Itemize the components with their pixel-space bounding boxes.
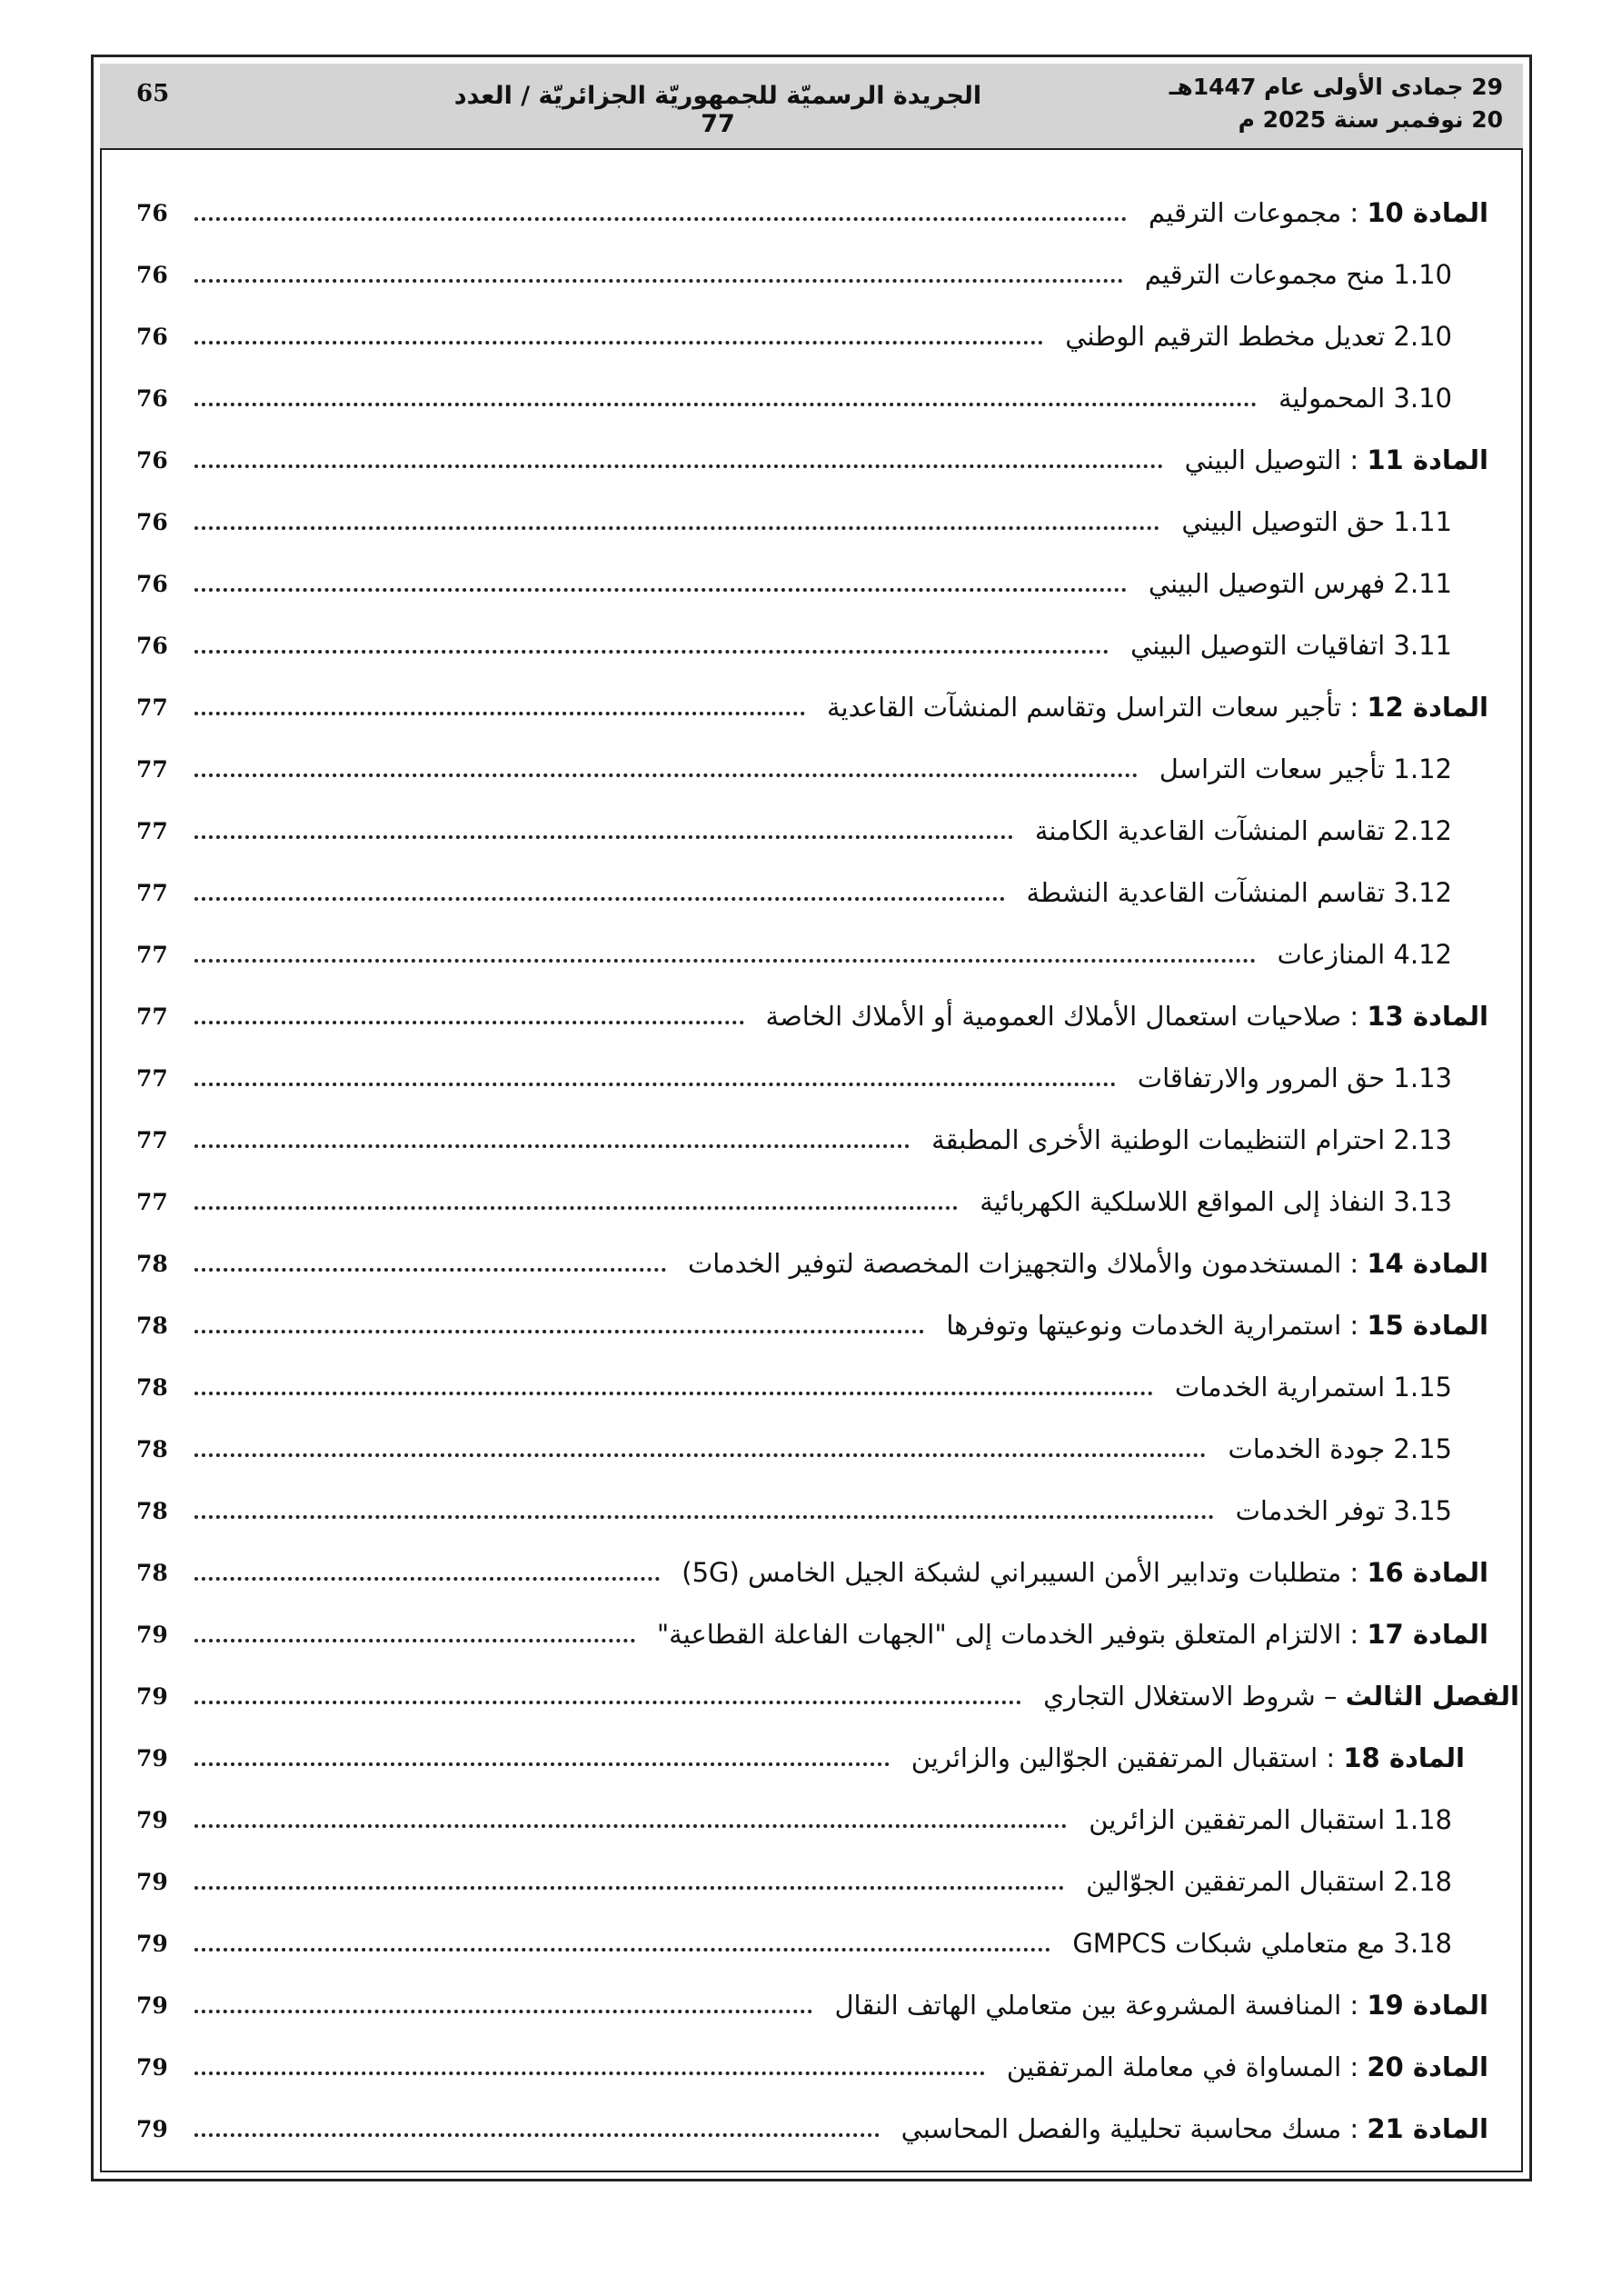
toc-entry-page: 76: [136, 261, 168, 288]
toc-entry-label: المادة 20: [1367, 2051, 1488, 2082]
toc-chapter-label: الفصل الثالث: [1345, 1681, 1519, 1712]
dot-leader: [194, 650, 1109, 654]
dot-leader: [194, 2010, 812, 2013]
dot-leader: [194, 341, 1043, 344]
toc-entry-label: المادة 16: [1367, 1557, 1488, 1588]
dot-leader: [194, 1392, 1153, 1395]
toc-entry-title: [894, 2113, 1488, 2144]
dot-leader: [194, 835, 1013, 839]
toc-entry-label: المادة 14: [1367, 1248, 1488, 1279]
toc-entry-text: : تأجير سعات التراسل وتقاسم المنشآت القاعدية: [826, 692, 1359, 723]
toc-entry: [136, 1603, 1492, 1665]
toc-entry-title: [1028, 815, 1452, 846]
toc-entry-page: 77: [136, 1003, 168, 1030]
dot-leader: [194, 2133, 880, 2137]
toc-entry-page: 79: [136, 1806, 168, 1833]
toc-entry-page: 79: [136, 2053, 168, 2081]
toc-entry-title: [1178, 444, 1488, 475]
toc-entry: [136, 491, 1492, 553]
toc-entry-page: 76: [136, 632, 168, 659]
toc-entry-text: 3.15 توفر الخدمات: [1235, 1495, 1452, 1526]
toc-entry-page: 76: [136, 323, 168, 350]
toc-entry-title: [972, 1186, 1452, 1217]
toc-entry: [136, 182, 1492, 244]
toc-entry-text: : التوصيل البيني: [1184, 444, 1359, 475]
toc-entry-page: 77: [136, 817, 168, 844]
dot-leader: [194, 1886, 1064, 1890]
toc-entry-text: 2.11 فهرس التوصيل البيني: [1148, 568, 1452, 599]
toc-entry-title: [1168, 1372, 1452, 1403]
dot-leader: [194, 1948, 1050, 1952]
toc-chapter-entry: [136, 1665, 1519, 1727]
toc-entry-title: [827, 1990, 1488, 2021]
toc-entry: [136, 1789, 1492, 1851]
toc-entry-page: 77: [136, 1188, 168, 1215]
toc-entry: [136, 985, 1492, 1047]
toc-entry-page: 77: [136, 941, 168, 968]
toc-entry-title: [650, 1619, 1488, 1650]
toc-entry-page: 77: [136, 1126, 168, 1153]
toc-entry: [136, 1047, 1492, 1109]
toc-entry: [136, 2098, 1492, 2160]
dot-leader: [194, 1762, 890, 1766]
toc-entry-page: 78: [136, 1373, 168, 1401]
toc-entry-page: 79: [136, 1992, 168, 2019]
toc-entry-title: [1141, 197, 1488, 228]
dot-leader: [194, 464, 1163, 468]
toc-entry-text: 3.12 تقاسم المنشآت القاعدية النشطة: [1026, 877, 1452, 908]
toc-entry: [136, 1727, 1492, 1789]
toc-entry: [136, 1974, 1492, 2036]
toc-entry-text: : متطلبات وتدابير الأمن السيبراني لشبكة الجيل الخامس (5G): [682, 1557, 1359, 1588]
toc-entry: [136, 1294, 1492, 1356]
toc-entry-title: [1000, 2051, 1488, 2082]
toc-entry-text: 3.11 اتفاقيات التوصيل البيني: [1130, 630, 1452, 661]
toc-entry-page: 77: [136, 694, 168, 721]
dot-leader: [194, 1083, 1116, 1086]
toc-entry-title: [939, 1310, 1488, 1341]
hijri-date: 29 جمادى الأولى عام 1447هـ: [1169, 74, 1503, 100]
toc-entry: [136, 1480, 1492, 1542]
toc-entry-label: المادة 13: [1367, 1001, 1488, 1032]
toc-entry-title: [1123, 630, 1452, 661]
dot-leader: [194, 712, 805, 715]
page-number: 65: [136, 80, 170, 107]
page-header: [100, 64, 1523, 150]
toc-entry-title: [1220, 1433, 1452, 1464]
toc-entry-page: 76: [136, 446, 168, 474]
dot-leader: [194, 1639, 635, 1642]
toc-entry-text: 4.12 المنازعات: [1277, 939, 1452, 970]
toc-entry-text: : المساواة في معاملة المرتفقين: [1006, 2051, 1359, 2082]
toc-entry-title: [1141, 568, 1452, 599]
toc-entry-text: 3.18 مع متعاملي شبكات GMPCS: [1072, 1928, 1452, 1959]
toc-entry-text: 2.10 تعديل مخطط الترقيم الوطني: [1065, 321, 1452, 352]
toc-entry-text: : صلاحيات استعمال الأملاك العمومية أو الأملاك الخاصة: [765, 1001, 1359, 1032]
toc-entry-page: 79: [136, 1744, 168, 1772]
toc-entry-page: 77: [136, 879, 168, 906]
toc-entry: [136, 800, 1492, 862]
toc-entry: [136, 1233, 1492, 1294]
dot-leader: [194, 1206, 958, 1210]
toc-entry-page: 77: [136, 755, 168, 783]
dot-leader: [194, 279, 1123, 283]
dot-leader: [194, 403, 1257, 406]
dot-leader: [194, 1701, 1021, 1704]
dot-leader: [194, 588, 1127, 592]
toc-entry-title: [1138, 259, 1452, 290]
toc-entry-title: [1079, 1866, 1452, 1897]
toc-entry-text: 2.13 احترام التنظيمات الوطنية الأخرى المطبقة: [931, 1124, 1452, 1155]
toc-entry-label: المادة 18: [1343, 1742, 1465, 1773]
toc-entry-page: 78: [136, 1559, 168, 1586]
dot-leader: [194, 1330, 924, 1333]
toc-entry-text: : مسك محاسبة تحليلية والفصل المحاسبي: [901, 2113, 1359, 2144]
toc-entry: [136, 367, 1492, 429]
table-of-contents: [136, 182, 1519, 2160]
toc-entry-text: 2.15 جودة الخدمات: [1228, 1433, 1452, 1464]
toc-entry-page: 78: [136, 1435, 168, 1462]
toc-entry-text: 2.12 تقاسم المنشآت القاعدية الكامنة: [1034, 815, 1452, 846]
dot-leader: [194, 217, 1127, 221]
toc-entry-text: 1.13 حق المرور والارتفاقات: [1137, 1063, 1452, 1093]
toc-entry-title: [759, 1001, 1488, 1032]
dot-leader: [194, 1824, 1067, 1828]
toc-entry-text: : استقبال المرتفقين الجوّالين والزائرين: [911, 1742, 1336, 1773]
toc-entry-title: [1174, 506, 1452, 537]
toc-entry-page: 77: [136, 1064, 168, 1092]
toc-entry-title: [1229, 1495, 1452, 1526]
toc-entry-title: [1152, 754, 1452, 784]
toc-entry-label: المادة 17: [1367, 1619, 1488, 1650]
toc-entry-page: 79: [136, 1930, 168, 1957]
toc-entry-title: [1058, 321, 1452, 352]
toc-entry-title: [1270, 939, 1453, 970]
toc-entry-text: 3.13 النفاذ إلى المواقع اللاسلكية الكهربائية: [980, 1186, 1452, 1217]
gregorian-date: 20 نوفمبر سنة 2025 م: [1238, 106, 1503, 133]
dot-leader: [194, 1021, 744, 1024]
issue-date: [1169, 71, 1503, 136]
dot-leader: [194, 526, 1159, 530]
dot-leader: [194, 1515, 1214, 1519]
dot-leader: [194, 774, 1138, 777]
toc-entry: [136, 676, 1492, 738]
dot-leader: [194, 1577, 660, 1581]
toc-entry: [136, 1851, 1492, 1912]
toc-entry: [136, 1418, 1492, 1480]
toc-entry-page: 76: [136, 199, 168, 226]
toc-entry-title: [1065, 1928, 1452, 1959]
toc-entry-title: [820, 692, 1488, 723]
journal-title: الجريدة الرسميّة للجمهوريّة الجزائريّة / العدد 77: [453, 82, 982, 138]
toc-entry-page: 79: [136, 1621, 168, 1648]
toc-entry: [136, 1912, 1492, 1974]
toc-entry: [136, 244, 1492, 305]
toc-entry: [136, 553, 1492, 614]
toc-entry-title: [1271, 383, 1452, 414]
toc-entry: [136, 923, 1492, 985]
toc-entry: [136, 1356, 1492, 1418]
toc-entry-title: [1020, 877, 1452, 908]
toc-entry-text: : المستخدمون والأملاك والتجهيزات المخصصة لتوفير الخدمات: [687, 1248, 1359, 1279]
toc-entry-text: 1.12 تأجير سعات التراسل: [1159, 754, 1452, 784]
toc-entry-label: المادة 15: [1367, 1310, 1488, 1341]
toc-entry: [136, 1542, 1492, 1603]
dot-leader: [194, 959, 1256, 963]
toc-entry-title: [681, 1248, 1488, 1279]
toc-entry-text: 1.11 حق التوصيل البيني: [1181, 506, 1452, 537]
dot-leader: [194, 1268, 666, 1272]
toc-entry-title: [1130, 1063, 1452, 1093]
dot-leader: [194, 1453, 1206, 1457]
toc-entry-text: : المنافسة المشروعة بين متعاملي الهاتف النقال: [834, 1990, 1359, 2021]
toc-entry-label: المادة 12: [1367, 692, 1488, 723]
toc-entry: [136, 1109, 1492, 1171]
toc-entry-text: : استمرارية الخدمات ونوعيتها وتوفرها: [946, 1310, 1359, 1341]
toc-entry-title: [1036, 1681, 1519, 1712]
toc-entry-page: 78: [136, 1250, 168, 1277]
toc-entry-text: : الالتزام المتعلق بتوفير الخدمات إلى "الجهات الفاعلة القطاعية": [656, 1619, 1359, 1650]
toc-entry-label: المادة 10: [1367, 197, 1488, 228]
toc-entry: [136, 738, 1492, 800]
toc-entry-page: 76: [136, 384, 168, 412]
toc-entry: [136, 614, 1492, 676]
toc-entry-title: [1081, 1804, 1452, 1835]
dot-leader: [194, 897, 1005, 901]
toc-entry-text: 2.18 استقبال المرتفقين الجوّالين: [1086, 1866, 1452, 1897]
toc-entry: [136, 2036, 1492, 2098]
toc-entry-title: [674, 1557, 1488, 1588]
toc-entry-page: 79: [136, 1868, 168, 1895]
toc-entry-page: 78: [136, 1497, 168, 1524]
dot-leader: [194, 2071, 985, 2075]
toc-entry: [136, 862, 1492, 923]
toc-entry-title: [924, 1124, 1452, 1155]
toc-entry-page: 79: [136, 2115, 168, 2142]
toc-entry-page: 79: [136, 1682, 168, 1710]
toc-entry-page: 76: [136, 570, 168, 597]
dot-leader: [194, 1144, 910, 1148]
toc-entry-title: [904, 1742, 1465, 1773]
toc-entry-label: المادة 11: [1367, 444, 1488, 475]
toc-entry-text: 3.10 المحمولية: [1278, 383, 1452, 414]
toc-entry: [136, 305, 1492, 367]
toc-entry: [136, 1171, 1492, 1233]
toc-entry: [136, 429, 1492, 491]
toc-entry-text: : مجموعات الترقيم: [1148, 197, 1359, 228]
toc-entry-text: 1.15 استمرارية الخدمات: [1174, 1372, 1452, 1403]
toc-entry-label: المادة 19: [1367, 1990, 1488, 2021]
toc-entry-text: 1.10 منح مجموعات الترقيم: [1144, 259, 1452, 290]
toc-entry-text: – شروط الاستغلال التجاري: [1043, 1681, 1338, 1712]
toc-entry-page: 78: [136, 1312, 168, 1339]
toc-entry-label: المادة 21: [1367, 2113, 1488, 2144]
toc-entry-page: 76: [136, 508, 168, 535]
toc-entry-text: 1.18 استقبال المرتفقين الزائرين: [1089, 1804, 1452, 1835]
